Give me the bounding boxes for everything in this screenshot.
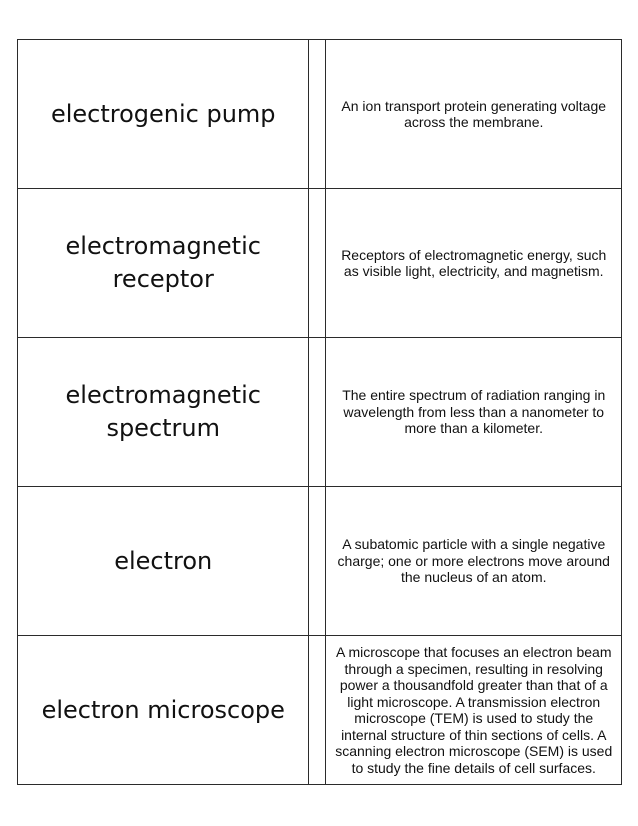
term-text: electromagnetic receptor: [65, 232, 261, 293]
term-cell: [18, 338, 309, 487]
term-text: electron microscope: [41, 695, 285, 724]
definition-text: Receptors of electromagnetic energy, such as visible light, electricity, and magnetism.: [341, 246, 607, 279]
definition-text: An ion transport protein generating voltage across the membrane.: [341, 97, 607, 130]
flashcard-row: [18, 636, 622, 785]
definition-cell: [326, 40, 622, 189]
term-cell: [18, 40, 309, 189]
definition-cell: [326, 338, 622, 487]
flashcard-row: [18, 40, 622, 189]
fold-gap: [309, 338, 326, 487]
definition-text: The entire spectrum of radiation ranging in wavelength from less than a nanometer to more than a kilometer.: [342, 387, 606, 437]
flashcard-row: [18, 487, 622, 636]
definition-cell: [326, 487, 622, 636]
definition-text: A microscope that focuses an electron beam through a specimen, resulting in resolving power a thousandfold greater than that of a light microscope. A transmission electron microscope (TEM) is used to study the internal structure of thin sections of cells. A scanning electron microscope (SEM) is used to study the fine details of cell surfaces.: [335, 644, 613, 776]
definition-cell: [326, 636, 622, 785]
term-text: electron: [114, 546, 213, 575]
fold-gap: [309, 636, 326, 785]
flashcard-sheet: [17, 39, 622, 785]
definition-cell: [326, 189, 622, 338]
term-text: electromagnetic spectrum: [65, 381, 261, 442]
fold-gap: [309, 40, 326, 189]
flashcard-row: [18, 189, 622, 338]
fold-gap: [309, 189, 326, 338]
term-cell: [18, 636, 309, 785]
fold-gap: [309, 487, 326, 636]
definition-text: A subatomic particle with a single negative charge; one or more electrons move around the nucleus of an atom.: [337, 536, 610, 586]
term-cell: [18, 487, 309, 636]
term-cell: [18, 189, 309, 338]
term-text: electrogenic pump: [50, 99, 276, 128]
flashcard-row: [18, 338, 622, 487]
